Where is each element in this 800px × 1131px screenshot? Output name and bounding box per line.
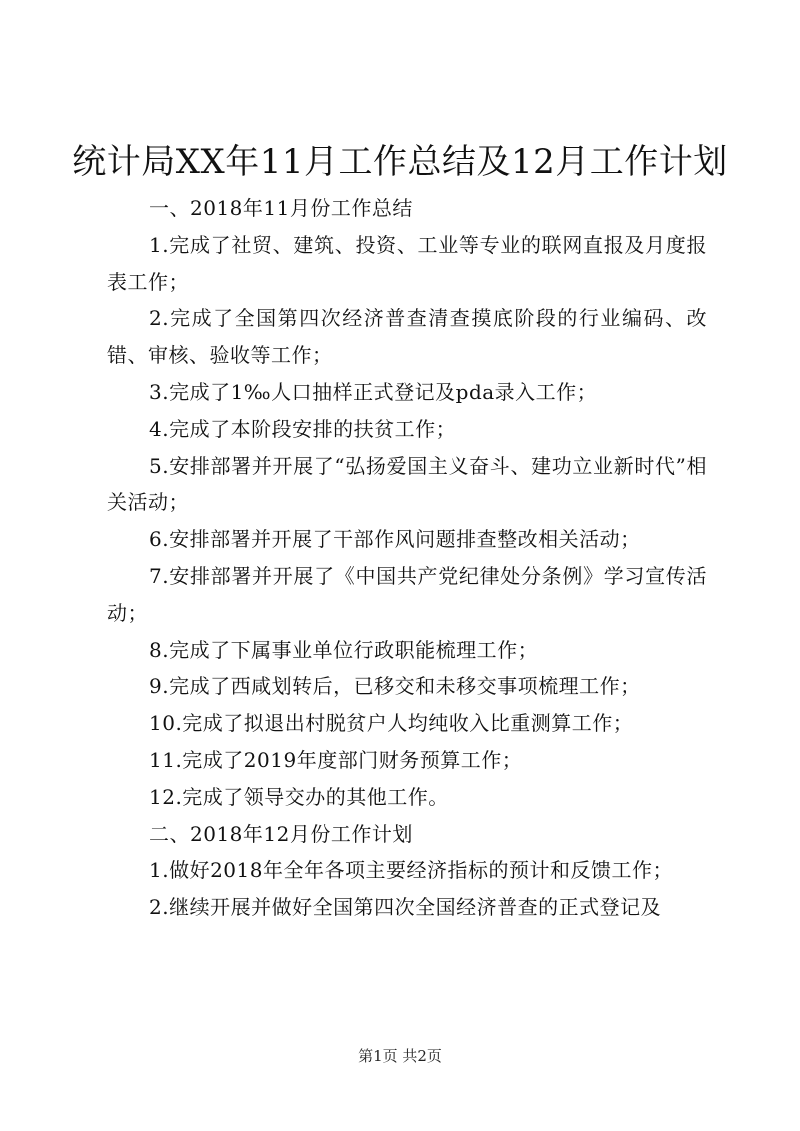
- document-title: 统计局XX年11月工作总结及12月工作计划: [72, 142, 728, 182]
- list-item: 5.安排部署并开展了“弘扬爱国主义奋斗、建功立业新时代”相关活动；: [107, 453, 707, 515]
- section-heading-november: 一、2018年11月份工作总结: [149, 196, 413, 220]
- section-heading-december: 二、2018年12月份工作计划: [149, 821, 413, 846]
- list-item: 11.完成了2019年度部门财务预算工作；: [149, 747, 523, 772]
- page-footer: 第1页 共2页: [358, 1047, 442, 1065]
- list-item: 7.安排部署并开展了《中国共产党纪律处分条例》学习宣传活动；: [107, 563, 707, 625]
- list-item: 1.做好2018年全年各项主要经济指标的预计和反馈工作；: [149, 858, 673, 883]
- list-item: 10.完成了拟退出村脱贫户人均纯收入比重测算工作；: [149, 711, 634, 736]
- list-item: 9.完成了西咸划转后，已移交和未移交事项梳理工作；: [149, 674, 641, 699]
- list-item: 2.继续开展并做好全国第四次全国经济普查的正式登记及: [149, 895, 662, 920]
- list-item: 12.完成了领导交办的其他工作。: [149, 784, 449, 809]
- list-item: 4.完成了本阶段安排的扶贫工作；: [149, 416, 457, 441]
- document-body: [107, 190, 707, 926]
- list-item: 8.完成了下属事业单位行政职能梳理工作；: [149, 637, 539, 662]
- list-item: 6.安排部署并开展了干部作风问题排查整改相关活动；: [149, 527, 641, 552]
- list-item: 3.完成了1‰人口抽样正式登记及pda录入工作；: [149, 379, 598, 404]
- list-item: 2.完成了全国第四次经济普查清查摸底阶段的行业编码、改错、审核、验收等工作；: [107, 306, 707, 368]
- list-item: 1.完成了社贸、建筑、投资、工业等专业的联网直报及月度报表工作；: [107, 232, 707, 294]
